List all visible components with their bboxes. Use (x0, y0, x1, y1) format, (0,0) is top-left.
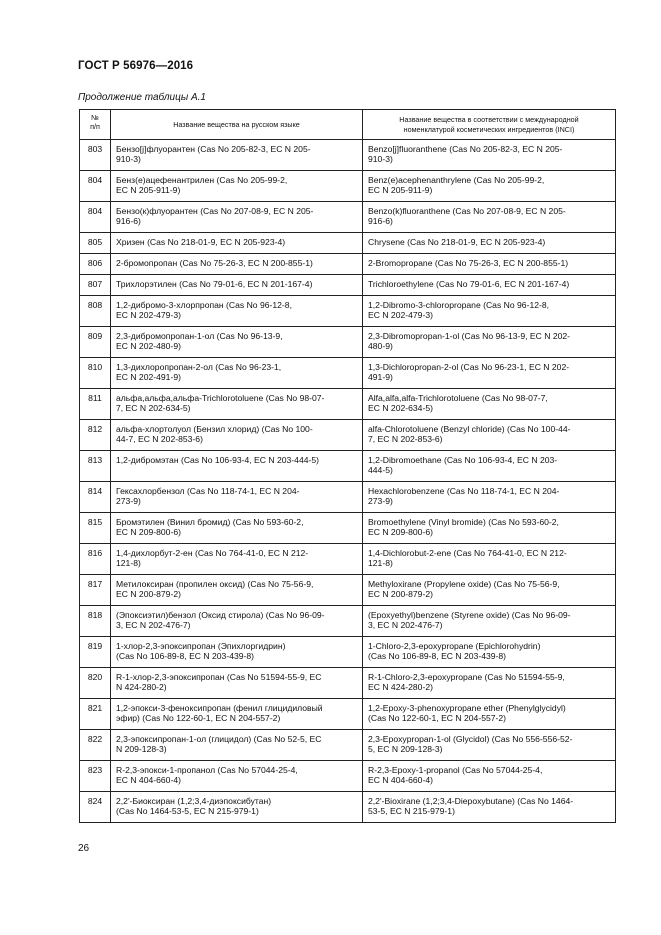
russian-name-cell: 2,3-эпоксипропан-1-ол (глицидол) (Cas No 52-5, EC N 209-128-3) (111, 730, 363, 761)
table-row (80, 202, 616, 233)
russian-name-cell: 2,2'-Биоксиран (1,2;3,4-диэпоксибутан) (Cas No 1464-53-5, EC N 215-979-1) (111, 792, 363, 823)
russian-name-cell: 1,4-дихлорбут-2-ен (Cas No 764-41-0, EC N 212- 121-8) (111, 544, 363, 575)
inci-name-cell: 1,4-Dichlorobut-2-ene (Cas No 764-41-0, EC N 212- 121-8) (363, 544, 616, 575)
table-row (80, 606, 616, 637)
row-number: 819 (80, 637, 111, 668)
row-number: 810 (80, 358, 111, 389)
inci-name-cell: Chrysene (Cas No 218-01-9, EC N 205-923-4) (363, 233, 616, 254)
row-number: 804 (80, 202, 111, 233)
table-body (80, 140, 616, 823)
inci-name-cell: Bromoethylene (Vinyl bromide) (Cas No 593-60-2, EC N 209-800-6) (363, 513, 616, 544)
row-number: 814 (80, 482, 111, 513)
russian-name-cell: 2,3-дибромопропан-1-ол (Cas No 96-13-9, EC N 202-480-9) (111, 327, 363, 358)
row-number: 808 (80, 296, 111, 327)
row-number: 807 (80, 275, 111, 296)
table-row (80, 730, 616, 761)
inci-name-cell: R-1-Chloro-2,3-epoxypropane (Cas No 51594-55-9, EC N 424-280-2) (363, 668, 616, 699)
table-row (80, 254, 616, 275)
russian-name-cell: 2-бромопропан (Cas No 75-26-3, EC N 200-855-1) (111, 254, 363, 275)
table-caption: Продолжение таблицы А.1 (78, 92, 206, 103)
russian-name-cell: 1,3-дихлоропропан-2-ол (Cas No 96-23-1, EC N 202-491-9) (111, 358, 363, 389)
row-number: 820 (80, 668, 111, 699)
inci-name-cell: 1,2-Dibromoethane (Cas No 106-93-4, EC N 203- 444-5) (363, 451, 616, 482)
row-number: 811 (80, 389, 111, 420)
russian-name-cell: 1,2-дибромэтан (Cas No 106-93-4, EC N 203-444-5) (111, 451, 363, 482)
inci-name-cell: R-2,3-Epoxy-1-propanol (Cas No 57044-25-4, EC N 404-660-4) (363, 761, 616, 792)
row-number: 805 (80, 233, 111, 254)
row-number: 818 (80, 606, 111, 637)
inci-name-cell: Benzo(k)fluoranthene (Cas No 207-08-9, EC N 205- 916-6) (363, 202, 616, 233)
column-header-number (80, 110, 111, 140)
russian-name-cell: Бромэтилен (Винил бромид) (Cas No 593-60-2, EC N 209-800-6) (111, 513, 363, 544)
russian-name-cell: альфа-хлортолуол (Бензил хлорид) (Cas No 100- 44-7, EC N 202-853-6) (111, 420, 363, 451)
inci-name-cell: 1,2-Epoxy-3-phenoxypropane ether (Phenylglycidyl) (Cas No 122-60-1, EC N 204-557-2) (363, 699, 616, 730)
table-row (80, 761, 616, 792)
table-row (80, 792, 616, 823)
row-number: 806 (80, 254, 111, 275)
table-row (80, 513, 616, 544)
russian-name-cell: (Эпоксиэтил)бензол (Оксид стирола) (Cas No 96-09- 3, EC N 202-476-7) (111, 606, 363, 637)
inci-name-cell: Benzo[j]fluoranthene (Cas No 205-82-3, EC N 205- 910-3) (363, 140, 616, 171)
inci-name-cell: 2,2'-Bioxirane (1,2;3,4-Diepoxybutane) (Cas No 1464- 53-5, EC N 215-979-1) (363, 792, 616, 823)
inci-name-cell: 1-Chloro-2,3-epoxypropane (Epichlorohydrin) (Cas No 106-89-8, EC N 203-439-8) (363, 637, 616, 668)
table-row (80, 327, 616, 358)
page-number: 26 (78, 843, 90, 854)
row-number: 809 (80, 327, 111, 358)
table-row (80, 389, 616, 420)
inci-name-cell: 2,3-Dibromopropan-1-ol (Cas No 96-13-9, EC N 202- 480-9) (363, 327, 616, 358)
row-number: 815 (80, 513, 111, 544)
column-header-russian-name-text: Название вещества на русском языке (173, 119, 300, 129)
row-number: 812 (80, 420, 111, 451)
russian-name-cell: 1-хлор-2,3-эпоксипропан (Эпихлоргидрин) (Cas No 106-89-8, EC N 203-439-8) (111, 637, 363, 668)
russian-name-cell: 1,2-дибромо-3-хлорпропан (Cas No 96-12-8, EC N 202-479-3) (111, 296, 363, 327)
table-row (80, 296, 616, 327)
russian-name-cell: Хризен (Cas No 218-01-9, EC N 205-923-4) (111, 233, 363, 254)
row-number: 823 (80, 761, 111, 792)
russian-name-cell: 1,2-эпокси-3-феноксипропан (фенил глицидиловый эфир) (Cas No 122-60-1, EC N 204-557-2) (111, 699, 363, 730)
inci-name-cell: 1,3-Dichloropropan-2-ol (Cas No 96-23-1, EC N 202- 491-9) (363, 358, 616, 389)
row-number: 824 (80, 792, 111, 823)
table-row (80, 233, 616, 254)
row-number: 821 (80, 699, 111, 730)
row-number: 822 (80, 730, 111, 761)
inci-name-cell: 2-Bromopropane (Cas No 75-26-3, EC N 200-855-1) (363, 254, 616, 275)
inci-name-cell: 2,3-Epoxypropan-1-ol (Glycidol) (Cas No 556-556-52- 5, EC N 209-128-3) (363, 730, 616, 761)
table-header-row (80, 110, 616, 140)
inci-name-cell: Benz(e)acephenanthrylene (Cas No 205-99-2, EC N 205-911-9) (363, 171, 616, 202)
russian-name-cell: Трихлорэтилен (Cas No 79-01-6, EC N 201-167-4) (111, 275, 363, 296)
table-row (80, 275, 616, 296)
inci-name-cell: Hexachlorobenzene (Cas No 118-74-1, EC N 204- 273-9) (363, 482, 616, 513)
table-row (80, 171, 616, 202)
inci-name-cell: Methyloxirane (Propylene oxide) (Cas No 75-56-9, EC N 200-879-2) (363, 575, 616, 606)
table-row (80, 637, 616, 668)
russian-name-cell: R-1-хлор-2,3-эпоксипропан (Cas No 51594-55-9, EC N 424-280-2) (111, 668, 363, 699)
russian-name-cell: Бенз(е)ацефенантрилен (Cas No 205-99-2, EC N 205-911-9) (111, 171, 363, 202)
inci-name-cell: (Epoxyethyl)benzene (Styrene oxide) (Cas No 96-09- 3, EC N 202-476-7) (363, 606, 616, 637)
russian-name-cell: Бензо[j]флуорантен (Cas No 205-82-3, EC N 205- 910-3) (111, 140, 363, 171)
table-row (80, 668, 616, 699)
russian-name-cell: Метилоксиран (пропилен оксид) (Cas No 75-56-9, EC N 200-879-2) (111, 575, 363, 606)
column-header-inci-name (363, 110, 616, 140)
table-row (80, 140, 616, 171)
table-row (80, 451, 616, 482)
document-header-standard: ГОСТ Р 56976—2016 (78, 60, 194, 72)
row-number: 803 (80, 140, 111, 171)
row-number: 816 (80, 544, 111, 575)
inci-name-cell: 1,2-Dibromo-3-chloropropane (Cas No 96-12-8, EC N 202-479-3) (363, 296, 616, 327)
table-row (80, 358, 616, 389)
row-number: 817 (80, 575, 111, 606)
column-header-russian-name (111, 110, 363, 140)
russian-name-cell: Гексахлорбензол (Cas No 118-74-1, EC N 204- 273-9) (111, 482, 363, 513)
row-number: 813 (80, 451, 111, 482)
table-row (80, 482, 616, 513)
column-header-number-text: № п/п (90, 113, 100, 132)
substances-table (79, 109, 616, 823)
row-number: 804 (80, 171, 111, 202)
table-row (80, 699, 616, 730)
inci-name-cell: Alfa,alfa,alfa-Trichlorotoluene (Cas No 98-07-7, EC N 202-634-5) (363, 389, 616, 420)
table-row (80, 420, 616, 451)
inci-name-cell: alfa-Chlorotoluene (Benzyl chloride) (Cas No 100-44- 7, EC N 202-853-6) (363, 420, 616, 451)
inci-name-cell: Trichloroethylene (Cas No 79-01-6, EC N 201-167-4) (363, 275, 616, 296)
column-header-inci-name-text: Название вещества в соответствии с международной номенклатурой косметических ингредиентов (INCI) (399, 115, 579, 134)
table-row (80, 575, 616, 606)
russian-name-cell: Бензо(к)флуорантен (Cas No 207-08-9, EC N 205- 916-6) (111, 202, 363, 233)
russian-name-cell: R-2,3-эпокси-1-пропанол (Cas No 57044-25-4, EC N 404-660-4) (111, 761, 363, 792)
russian-name-cell: альфа,альфа,альфа-Trichlorotoluene (Cas No 98-07- 7, EC N 202-634-5) (111, 389, 363, 420)
table-row (80, 544, 616, 575)
